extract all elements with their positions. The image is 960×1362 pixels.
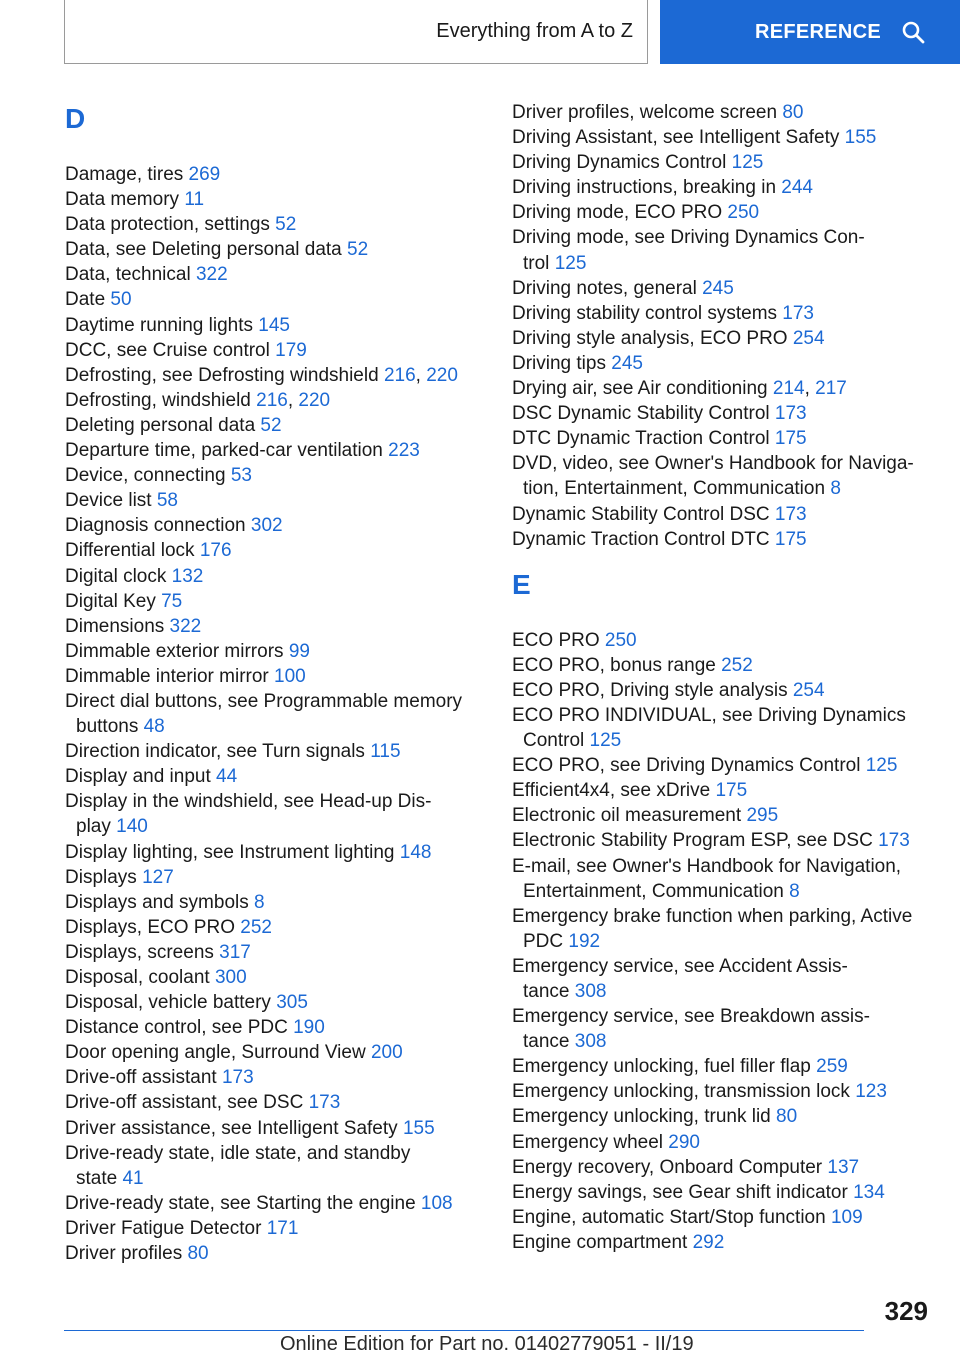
index-entry: [512, 854, 932, 904]
page-reference-link[interactable]: 108: [420, 1192, 453, 1214]
index-term: Data, see Deleting personal data: [65, 239, 348, 261]
index-term: tion, Entertainment, Communication: [523, 478, 831, 500]
index-term-continuation: [512, 251, 932, 276]
page-reference-link[interactable]: 80: [776, 1106, 798, 1128]
page-reference-link[interactable]: 125: [865, 755, 898, 777]
index-entry: [65, 313, 475, 338]
page-reference-link[interactable]: 132: [171, 565, 204, 587]
page-reference-link[interactable]: 125: [589, 730, 622, 752]
page-reference-link[interactable]: 155: [402, 1117, 435, 1139]
index-entry: [512, 703, 932, 753]
index-entry: [65, 1191, 475, 1216]
index-term: ECO PRO, Driving style analysis: [512, 679, 793, 701]
index-term: Dimmable interior mirror: [65, 665, 275, 687]
index-term: Driver Fatigue Detector: [65, 1217, 267, 1239]
index-entry: [65, 915, 475, 940]
index-entry: [65, 1216, 475, 1241]
index-term: DTC Dynamic Traction Control: [512, 428, 775, 450]
index-term: Dynamic Traction Control DTC: [512, 528, 775, 550]
index-term: tance: [523, 981, 575, 1002]
index-term: Damage, tires: [65, 164, 189, 185]
index-entry: [65, 789, 475, 839]
page-reference-link[interactable]: 53: [230, 465, 252, 487]
index-term: Dynamic Stability Control DSC: [512, 503, 775, 525]
page-reference-link[interactable]: 171: [266, 1217, 299, 1239]
index-entry: [65, 262, 475, 287]
index-entry: [65, 162, 475, 187]
index-term: Drive-off assistant, see DSC: [65, 1092, 309, 1114]
page-reference-link[interactable]: 214: [772, 378, 805, 400]
page-reference-link[interactable]: 252: [721, 654, 753, 676]
index-term-continuation: [512, 1029, 932, 1054]
index-entry: [512, 904, 932, 954]
page-reference-link[interactable]: 80: [187, 1243, 209, 1265]
page-reference-link[interactable]: 179: [275, 339, 307, 361]
index-term: Engine compartment: [512, 1231, 693, 1253]
index-term: Efficient4x4, see xDrive: [512, 780, 716, 802]
page-reference-link[interactable]: 52: [347, 239, 369, 261]
index-term: Dimmable exterior mirrors: [65, 640, 289, 662]
index-term: Driving stability control systems: [512, 302, 783, 324]
index-entry: [512, 778, 932, 803]
page-reference-link[interactable]: 11: [184, 189, 205, 211]
index-term-continuation: [65, 714, 475, 739]
page-reference-link[interactable]: 8: [789, 880, 800, 902]
index-entry: [65, 363, 475, 388]
index-entry: [65, 1040, 475, 1065]
index-entry: [512, 1180, 932, 1205]
index-entry: [65, 940, 475, 965]
index-entry: [512, 401, 932, 426]
page-reference-link[interactable]: 115: [370, 741, 401, 763]
index-list-d-right: [512, 100, 932, 552]
page-reference-link[interactable]: 50: [110, 289, 132, 311]
page-reference-link[interactable]: 250: [604, 629, 637, 651]
index-entry: [65, 589, 475, 614]
index-entry: [512, 225, 932, 275]
index-entry: [65, 413, 475, 438]
index-term: Driver profiles, welcome screen: [512, 102, 783, 123]
page-reference-link[interactable]: 127: [142, 866, 174, 888]
index-term: Departure time, parked-car ventilation: [65, 440, 389, 462]
index-entry: [65, 538, 475, 563]
index-term: Driving notes, general: [512, 277, 703, 299]
index-term: Electronic oil measurement: [512, 805, 747, 827]
index-entry: [512, 175, 932, 200]
index-term: Data protection, settings: [65, 214, 276, 236]
page-reference-link[interactable]: 322: [195, 264, 228, 286]
page-reference-link[interactable]: 302: [250, 515, 283, 537]
page-reference-link[interactable]: 52: [275, 214, 297, 236]
index-term: Driving Dynamics Control: [512, 152, 732, 174]
index-term: Driving tips: [512, 352, 612, 374]
page-reference-link[interactable]: 80: [782, 102, 804, 123]
index-entry: [512, 1130, 932, 1155]
index-entry: [65, 664, 475, 689]
index-column-left: [65, 100, 475, 1266]
index-term: Driver assistance, see Intelligent Safety: [65, 1117, 403, 1139]
index-entry: [512, 125, 932, 150]
index-term: Emergency unlocking, transmission lock: [512, 1081, 856, 1103]
page-separator: ,: [287, 389, 299, 411]
page-reference-link[interactable]: 173: [221, 1067, 254, 1089]
page-reference-link[interactable]: 254: [792, 327, 825, 349]
page-reference-link[interactable]: 175: [774, 428, 807, 450]
page-reference-link[interactable]: 308: [574, 1031, 607, 1053]
index-entry: [65, 739, 475, 764]
index-term: play: [76, 816, 117, 838]
page-reference-link[interactable]: 137: [827, 1156, 860, 1178]
page-reference-link[interactable]: 245: [611, 352, 643, 374]
index-entry: [512, 527, 932, 552]
page-reference-link[interactable]: 44: [216, 766, 238, 788]
header-section-title-box: [64, 0, 648, 64]
index-term: Driving mode, ECO PRO: [512, 202, 728, 224]
index-entry: [65, 287, 475, 312]
index-entry: [512, 426, 932, 451]
page-reference-link[interactable]: 200: [370, 1042, 403, 1064]
index-entry: [512, 954, 932, 1004]
index-entry: [512, 628, 932, 653]
index-term: Driving Assistant, see Intelligent Safety: [512, 127, 845, 149]
page-reference-link[interactable]: 250: [727, 202, 760, 224]
index-entry: [512, 1205, 932, 1230]
index-entry: [512, 1155, 932, 1180]
index-entry: [65, 388, 475, 413]
index-entry: [65, 965, 475, 990]
index-term: Driver profiles: [65, 1243, 188, 1265]
index-entry: [65, 639, 475, 664]
index-term: E-mail, see Owner's Handbook for Navigation,: [512, 855, 902, 877]
footer-divider: [64, 1330, 864, 1331]
index-term: Displays, ECO PRO: [65, 916, 241, 938]
index-term: Disposal, coolant: [65, 967, 215, 988]
index-term-continuation: [512, 979, 932, 1004]
index-entry: [512, 276, 932, 301]
index-entry: [512, 753, 932, 778]
index-term: Device, connecting: [65, 465, 231, 487]
index-term: ECO PRO, see Driving Dynamics Control: [512, 755, 866, 777]
page-reference-link[interactable]: 58: [156, 490, 178, 512]
index-entry: [65, 237, 475, 262]
page-reference-link[interactable]: 125: [554, 252, 587, 274]
index-entry: [65, 1090, 475, 1115]
index-term: Drive-ready state, see Starting the engine: [65, 1192, 421, 1214]
page-reference-link[interactable]: 125: [731, 152, 764, 174]
page-reference-link[interactable]: 173: [878, 830, 910, 852]
index-term: Control: [523, 730, 590, 752]
index-term: Data, technical: [65, 264, 196, 286]
page-reference-link[interactable]: 254: [792, 679, 825, 701]
index-term: Device list: [65, 490, 157, 512]
footer-edition-text: Online Edition for Part no. 01402779051 - II/19: [280, 1333, 694, 1355]
index-term: Emergency unlocking, fuel filler flap: [512, 1056, 817, 1078]
index-entry: [65, 890, 475, 915]
index-term: Digital clock: [65, 565, 172, 587]
index-term: Drive-ready state, idle state, and standby: [65, 1142, 411, 1164]
index-term: PDC: [523, 930, 569, 952]
index-term: ECO PRO, bonus range: [512, 654, 722, 676]
index-term-continuation: [512, 879, 932, 904]
page-reference-link[interactable]: 300: [214, 967, 247, 988]
index-entry: [65, 564, 475, 589]
page-reference-link[interactable]: 145: [258, 314, 290, 336]
index-entry: [65, 1065, 475, 1090]
index-term: Defrosting, windshield: [65, 389, 257, 411]
index-term-continuation: [512, 476, 932, 501]
page-reference-link[interactable]: 216: [383, 364, 416, 386]
reference-tab-label: REFERENCE: [755, 20, 882, 43]
page-reference-link[interactable]: 100: [274, 665, 306, 687]
index-term: Displays, screens: [65, 941, 220, 963]
page-reference-link[interactable]: 305: [276, 992, 308, 1014]
index-term: Drying air, see Air conditioning: [512, 378, 773, 400]
index-term: Data memory: [65, 189, 185, 211]
page-separator: ,: [415, 364, 427, 386]
index-entry: [65, 614, 475, 639]
page-reference-link[interactable]: 99: [288, 640, 310, 662]
index-term-continuation: [512, 929, 932, 954]
index-entry: [65, 1141, 475, 1191]
reference-tab[interactable]: [660, 0, 960, 64]
index-term: Engine, automatic Start/Stop function: [512, 1206, 831, 1228]
index-entry: [512, 351, 932, 376]
page-reference-link[interactable]: 176: [199, 540, 232, 562]
index-entry: [512, 1104, 932, 1129]
index-entry: [65, 212, 475, 237]
page-reference-link[interactable]: 245: [702, 277, 734, 299]
index-term: trol: [523, 252, 555, 274]
index-entry: [65, 338, 475, 363]
page-reference-link[interactable]: 223: [388, 440, 420, 462]
index-entry: [65, 187, 475, 212]
index-term: DVD, video, see Owner's Handbook for Naviga-: [512, 453, 914, 475]
search-icon[interactable]: [901, 20, 925, 44]
page-reference-link[interactable]: 173: [774, 503, 807, 525]
index-term: Driving style analysis, ECO PRO: [512, 327, 793, 349]
index-term: Electronic Stability Program ESP, see DSC: [512, 830, 879, 852]
index-column-right: [512, 100, 932, 1255]
page-reference-link[interactable]: 290: [668, 1131, 700, 1153]
index-entry: [512, 502, 932, 527]
index-term: tance: [523, 1031, 575, 1053]
index-term: Drive-off assistant: [65, 1067, 222, 1089]
index-term: Displays and symbols: [65, 891, 255, 913]
page-reference-link[interactable]: 190: [293, 1017, 325, 1039]
page-reference-link[interactable]: 41: [122, 1167, 144, 1189]
page-reference-link[interactable]: 148: [399, 841, 432, 863]
page-reference-link[interactable]: 48: [143, 716, 165, 738]
index-entry: [512, 301, 932, 326]
index-entry: [65, 840, 475, 865]
index-term: Deleting personal data: [65, 414, 261, 436]
index-term: Diagnosis connection: [65, 515, 251, 537]
index-term: Dimensions: [65, 615, 170, 637]
index-entry: [512, 376, 932, 401]
page-reference-link[interactable]: 295: [746, 805, 779, 827]
page-reference-link[interactable]: 192: [568, 930, 601, 952]
page-reference-link[interactable]: 308: [574, 981, 607, 1002]
page-reference-link[interactable]: 173: [308, 1092, 341, 1114]
index-term: Entertainment, Communication: [523, 880, 790, 902]
index-term: DCC, see Cruise control: [65, 339, 276, 361]
page-separator: ,: [804, 378, 816, 400]
index-term: Display in the windshield, see Head-up Dis-: [65, 791, 432, 813]
index-entry: [65, 865, 475, 890]
page-number: 329: [884, 1296, 928, 1326]
index-term-continuation: [65, 814, 475, 839]
index-term: Date: [65, 289, 111, 311]
index-entry: [65, 1015, 475, 1040]
index-entry: [512, 326, 932, 351]
index-entry: [512, 150, 932, 175]
index-term: Direct dial buttons, see Programmable memory: [65, 690, 463, 712]
index-term: Energy savings, see Gear shift indicator: [512, 1181, 854, 1203]
page-reference-link[interactable]: 8: [254, 891, 265, 913]
index-term: Direction indicator, see Turn signals: [65, 741, 371, 763]
page-reference-link[interactable]: 8: [830, 478, 841, 500]
page-reference-link[interactable]: 259: [816, 1056, 848, 1078]
index-term: DSC Dynamic Stability Control: [512, 403, 775, 425]
index-entry: [512, 1054, 932, 1079]
index-term: Differential lock: [65, 540, 200, 562]
index-entry: [65, 488, 475, 513]
page-reference-link[interactable]: 269: [188, 164, 221, 185]
index-entry: [65, 764, 475, 789]
page-reference-link[interactable]: 155: [844, 127, 877, 149]
index-term: ECO PRO: [512, 629, 605, 651]
page-reference-link[interactable]: 217: [815, 378, 847, 400]
page-reference-link[interactable]: 140: [116, 816, 148, 838]
index-entry: [512, 1079, 932, 1104]
index-letter-e: E: [512, 568, 531, 600]
index-term: Emergency wheel: [512, 1131, 669, 1153]
index-term: Driving instructions, breaking in: [512, 177, 782, 199]
index-term: Driving mode, see Driving Dynamics Con-: [512, 227, 865, 249]
index-entry: [512, 1004, 932, 1054]
page-reference-link[interactable]: 244: [781, 177, 813, 199]
section-title: Everything from A to Z: [436, 20, 633, 42]
page-reference-link[interactable]: 252: [240, 916, 272, 938]
page-reference-link[interactable]: 175: [774, 528, 807, 550]
page-reference-link[interactable]: 220: [298, 389, 331, 411]
page-reference-link[interactable]: 52: [260, 414, 282, 436]
index-term: Digital Key: [65, 590, 162, 612]
index-entry: [512, 828, 932, 853]
index-term: buttons: [76, 716, 144, 738]
index-entry: [65, 513, 475, 538]
index-entry: [65, 990, 475, 1015]
index-list-e-right: [512, 628, 932, 1255]
page-reference-link[interactable]: 75: [161, 590, 183, 612]
page-reference-link[interactable]: 322: [169, 615, 202, 637]
index-entry: [65, 463, 475, 488]
index-entry: [512, 100, 932, 125]
page-reference-link[interactable]: 216: [256, 389, 288, 411]
index-term: ECO PRO INDIVIDUAL, see Driving Dynamics: [512, 704, 906, 726]
index-term-continuation: [512, 728, 932, 753]
page-reference-link[interactable]: 292: [692, 1231, 725, 1253]
index-entry: [512, 803, 932, 828]
index-term: Daytime running lights: [65, 314, 259, 336]
index-entry: [65, 1241, 475, 1266]
index-term: state: [76, 1167, 123, 1189]
index-term: Energy recovery, Onboard Computer: [512, 1156, 828, 1178]
index-entry: [512, 678, 932, 703]
index-entry: [65, 689, 475, 739]
index-term: Distance control, see PDC: [65, 1017, 294, 1039]
index-letter-d: D: [65, 103, 86, 134]
index-term: Defrosting, see Defrosting windshield: [65, 364, 384, 386]
index-term: Emergency unlocking, trunk lid: [512, 1106, 777, 1128]
page-reference-link[interactable]: 173: [774, 403, 807, 425]
index-term: Display lighting, see Instrument lighting: [65, 841, 400, 863]
index-list-d-left: [65, 162, 475, 1266]
index-entry: [512, 653, 932, 678]
page-reference-link[interactable]: 173: [782, 302, 814, 324]
index-term: Door opening angle, Surround View: [65, 1042, 371, 1064]
index-term: Emergency service, see Breakdown assis-: [512, 1006, 870, 1028]
index-term: Emergency service, see Accident Assis-: [512, 955, 848, 977]
index-term: Displays: [65, 866, 143, 888]
index-term-continuation: [65, 1166, 475, 1191]
index-term: Display and input: [65, 766, 217, 788]
index-entry: [512, 200, 932, 225]
page-reference-link[interactable]: 175: [715, 780, 748, 802]
index-entry: [65, 438, 475, 463]
index-term: Emergency brake function when parking, Active: [512, 905, 913, 927]
index-term: Disposal, vehicle battery: [65, 992, 277, 1014]
page-reference-link[interactable]: 220: [426, 364, 458, 386]
page-reference-link[interactable]: 134: [853, 1181, 885, 1203]
page-reference-link[interactable]: 317: [219, 941, 251, 963]
page-reference-link[interactable]: 109: [830, 1206, 863, 1228]
index-entry: [512, 451, 932, 501]
index-entry: [512, 1230, 932, 1255]
index-entry: [65, 1116, 475, 1141]
page-reference-link[interactable]: 123: [855, 1081, 887, 1103]
